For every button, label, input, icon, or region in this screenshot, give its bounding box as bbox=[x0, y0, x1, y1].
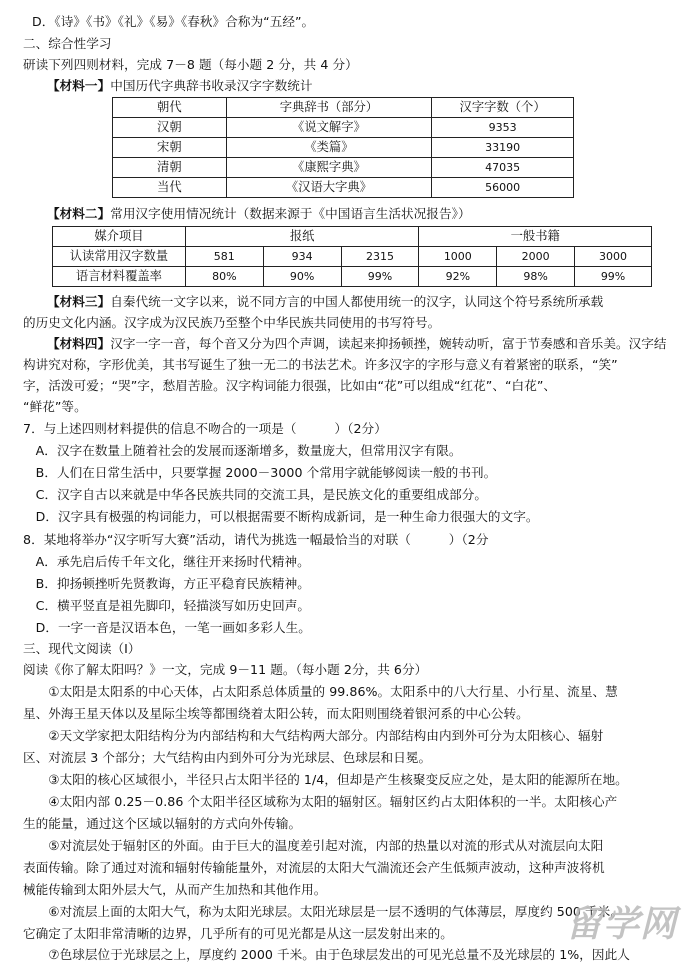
passage-line: ⑥对流层上面的太阳大气，称为太阳光球层。太阳光球层是一层不透明的气体薄层，厚度约 500 千米。 bbox=[23, 904, 623, 919]
row-label-cell: 语言材料覆盖率 bbox=[53, 267, 186, 287]
passage-line: ⑤对流层处于辐射区的外面。由于巨大的温度差引起对流，内部的热量以对流的形式从对流层向太阳 bbox=[23, 838, 604, 853]
dynasty-cell: 当代 bbox=[113, 178, 227, 198]
passage-line: ③太阳的核心区域很小，半径只占太阳半径的 1/4，但却是产生核聚变反应之处，是太阳的能源所在地。 bbox=[23, 772, 628, 787]
passage-line: 星、外海王星天体以及星际尘埃等都围绕着太阳公转，而太阳则围绕着银河系的中心公转。 bbox=[23, 706, 529, 721]
table-row bbox=[113, 158, 574, 178]
table-header-row bbox=[53, 227, 652, 247]
passage-line: 械能传输到太阳外层大气，从而产生加热和其他作用。 bbox=[23, 882, 327, 897]
passage-line: ④太阳内部 0.25－0.86 个太阳半径区域称为太阳的辐射区。辐射区约占太阳体积的一半。太阳核心产 bbox=[23, 794, 618, 809]
dynasty-cell: 宋朝 bbox=[113, 138, 227, 158]
question-8-option-a: A．承先启后传千年文化，继往开来扬时代精神。 bbox=[23, 554, 310, 569]
dictionary-cell: 《类篇》 bbox=[226, 138, 432, 158]
passage-line: ①太阳是太阳系的中心天体，占太阳系总体质量的 99.86%。太阳系中的八大行星、小行星、流星、慧 bbox=[23, 684, 618, 699]
section-heading: 二、综合性学习 bbox=[23, 36, 112, 51]
instruction-line: 研读下列四则材料，完成 7－8 题（每小题 2 分，共 4 分） bbox=[23, 57, 358, 72]
count-cell: 9353 bbox=[432, 118, 574, 138]
value-cell: 92% bbox=[419, 267, 497, 287]
material2-table bbox=[52, 226, 652, 287]
material4-line bbox=[47, 333, 667, 355]
table-header-row bbox=[113, 98, 574, 118]
question-7-option-d: D．汉字具有极强的构词能力，可以根据需要不断构成新词，是一种生命力很强大的文字。 bbox=[23, 509, 539, 524]
header-cell: 一般书籍 bbox=[419, 227, 652, 247]
header-cell: 媒介项目 bbox=[53, 227, 186, 247]
count-cell: 56000 bbox=[432, 178, 574, 198]
value-cell: 99% bbox=[341, 267, 419, 287]
passage-line: 生的能量，通过这个区域以辐射的方式向外传输。 bbox=[23, 816, 302, 831]
material3-line: 的历史文化内涵。汉字成为汉民族乃至整个中华民族共同使用的书写符号。 bbox=[23, 315, 441, 330]
value-cell: 934 bbox=[263, 247, 341, 267]
question-7-option-b: B．人们在日常生活中，只要掌握 2000－3000 个常用字就能够阅读一般的书刊。 bbox=[23, 465, 497, 480]
question-8-option-d: D．一字一音是汉语本色，一笔一画如多彩人生。 bbox=[23, 620, 311, 635]
table-row bbox=[113, 178, 574, 198]
material1-caption bbox=[47, 75, 313, 97]
dictionary-cell: 《说文解字》 bbox=[226, 118, 432, 138]
passage-line: 表面传输。除了通过对流和辐射传输能量外，对流层的太阳大气湍流还会产生低频声波动，这种声波将机 bbox=[23, 860, 605, 875]
question-8: 8．某地将举办“汉字听写大赛”活动，请代为挑选一幅最恰当的对联（ ）（2分 bbox=[23, 532, 489, 547]
material3-line bbox=[47, 291, 603, 313]
value-cell: 98% bbox=[497, 267, 575, 287]
passage-line: 区、对流层 3 个部分；大气结构由内到外可分为光球层、色球层和日冕。 bbox=[23, 750, 432, 765]
question-7-option-c: C．汉字自古以来就是中华各民族共同的交流工具，是民族文化的重要组成部分。 bbox=[23, 487, 488, 502]
count-cell: 33190 bbox=[432, 138, 574, 158]
table-row bbox=[113, 138, 574, 158]
dynasty-cell: 汉朝 bbox=[113, 118, 227, 138]
value-cell: 3000 bbox=[575, 247, 652, 267]
material1-label: 【材料一】 bbox=[47, 78, 111, 93]
material4-line: 构讲究对称，字形优美，其书写诞生了独一无二的书法艺术。许多汉字的字形与意义有着紧密的联系，“笑” bbox=[23, 357, 618, 372]
material1-table bbox=[112, 97, 574, 198]
material2-title: 常用汉字使用情况统计（数据来源于《中国语言生活状况报告》） bbox=[110, 206, 471, 221]
question-8-option-b: B．抑扬顿挫听先贤教诲，方正平稳育民族精神。 bbox=[23, 576, 310, 591]
count-cell: 47035 bbox=[432, 158, 574, 178]
value-cell: 90% bbox=[263, 267, 341, 287]
reading-instruction: 阅读《你了解太阳吗？》一文，完成 9－11 题。（每小题 2分，共 6分） bbox=[23, 662, 428, 677]
header-cell: 朝代 bbox=[113, 98, 227, 118]
material2-label: 【材料二】 bbox=[47, 206, 111, 221]
value-cell: 2000 bbox=[497, 247, 575, 267]
question-7-option-a: A．汉字在数量上随着社会的发展而逐渐增多，数量庞大，但常用汉字有限。 bbox=[23, 443, 462, 458]
table-row bbox=[53, 267, 652, 287]
dynasty-cell: 清朝 bbox=[113, 158, 227, 178]
section-heading: 三、现代文阅读（Ⅰ） bbox=[23, 641, 141, 656]
header-cell: 字典辞书（部分） bbox=[226, 98, 432, 118]
material1-title: 中国历代字典辞书收录汉字字数统计 bbox=[110, 78, 313, 93]
material4-line: 字，活泼可爱；“哭”字，愁眉苦脸。汉字构词能力很强，比如由“花”可以组成“红花”、“白花”、 bbox=[23, 378, 557, 393]
dictionary-cell: 《康熙字典》 bbox=[226, 158, 432, 178]
value-cell: 2315 bbox=[341, 247, 419, 267]
header-cell: 汉字字数（个） bbox=[432, 98, 574, 118]
dictionary-cell: 《汉语大字典》 bbox=[226, 178, 432, 198]
question-7: 7．与上述四则材料提供的信息不吻合的一项是（ ）（2分） bbox=[23, 421, 387, 436]
value-cell: 80% bbox=[185, 267, 263, 287]
value-cell: 99% bbox=[575, 267, 652, 287]
passage-line: 它确定了太阳非常清晰的边界，几乎所有的可见光都是从这一层发射出来的。 bbox=[23, 926, 453, 941]
option-d-line: D．《诗》《书》《礼》《易》《春秋》合称为“五经”。 bbox=[32, 14, 315, 29]
material3-label: 【材料三】 bbox=[47, 294, 111, 309]
passage-line: ②天文学家把太阳结构分为内部结构和大气结构两大部分。内部结构由内到外可分为太阳核心、辐射 bbox=[23, 728, 604, 743]
value-cell: 1000 bbox=[419, 247, 497, 267]
material4-line: “鲜花”等。 bbox=[23, 399, 87, 414]
material4-text: 汉字一字一音，每个音又分为四个声调，读起来抑扬顿挫，婉转动听，富于节奏感和音乐美。汉字结 bbox=[110, 336, 667, 351]
table-row bbox=[113, 118, 574, 138]
value-cell: 581 bbox=[185, 247, 263, 267]
watermark-logo: 留学网 bbox=[566, 904, 678, 945]
material2-caption bbox=[47, 203, 471, 225]
question-8-option-c: C．横平竖直是祖先脚印，轻描淡写如历史回声。 bbox=[23, 598, 311, 613]
passage-line: ⑦色球层位于光球层之上，厚度约 2000 千米。由于色球层发出的可见光总量不及光球层的 1%，因此人 bbox=[23, 947, 630, 962]
header-cell: 报纸 bbox=[185, 227, 419, 247]
material4-label: 【材料四】 bbox=[47, 336, 111, 351]
table-row bbox=[53, 247, 652, 267]
material3-text: 自秦代统一文字以来，说不同方言的中国人都使用统一的汉字，认同这个符号系统所承载 bbox=[110, 294, 604, 309]
row-label-cell: 认读常用汉字数量 bbox=[53, 247, 186, 267]
